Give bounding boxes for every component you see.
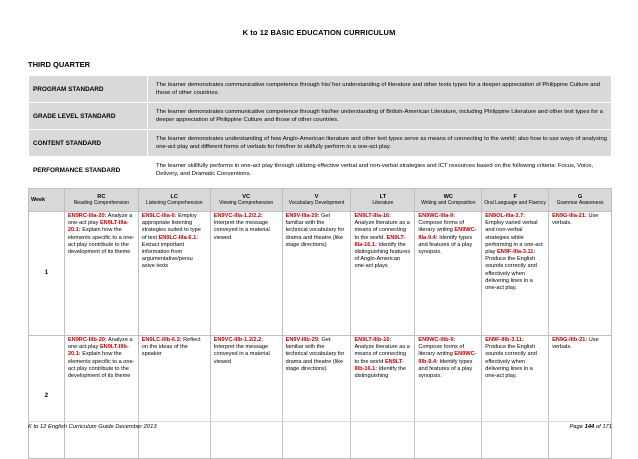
competency-cell [549,212,612,336]
competency-cell [210,336,282,459]
competency-text: Analyze a one-act play [67,213,133,227]
competency-text: Employ varied verbal and non-verbal strategies while performing in a one-act play [485,220,543,256]
column-name: Reading Comprehension [73,200,129,206]
competency-code: EN9LT-IIIa-16: [354,213,392,219]
table-header-row [29,189,612,212]
competency-code: EN9LT-IIIb-16: [354,337,392,343]
column-name: Oral Language and Fluency [484,200,546,206]
standard-row [29,157,612,184]
competency-code: EN9LC-IIIa-6.1: [158,234,199,241]
column-name: Literature [372,200,394,206]
column-code: F [513,193,517,200]
table-row [29,336,612,459]
competency-cell [138,212,210,336]
competency-text: Explain how the elements specific to a one-act play contribute to the development of its theme [67,351,135,380]
page-prefix: Page [569,424,585,430]
standard-text: The learner skillfully performs in one-act play through utilizing effective verbal and non-verbal strategies and ICT resources based on the following criteria: Focus, Voice, Delivery, and Dramatic Conventions. [148,157,612,184]
competency-code: EN9RC-IIIb-20: [67,337,107,343]
competency-code: EN9VC-IIIb-1.2/2.2: [213,337,264,343]
competency-cell [351,212,415,336]
section-title: THIRD QUARTER [28,60,91,69]
standard-text: The learner demonstrates communicative competence through his/ her understanding of literature and other texts types for a deeper appreciation of Philippine Culture and those of other countries. [148,76,612,103]
competency-code: EN9LT-IIIa-16.1: [354,234,406,248]
footer-divider [28,421,612,422]
competency-text: Identify the distinguishing [354,365,407,380]
competency-text: Use verbals. [552,213,599,227]
column-name: Viewing Comprehension [219,200,274,206]
competency-cell [482,336,549,459]
table-row [29,212,612,336]
column-code: G [577,193,583,200]
competency-code: EN9OL-IIIa-3.7: [485,213,526,219]
document-title: K to 12 BASIC EDUCATION CURRICULUM [242,28,396,37]
competency-text: Compose forms of literary writing [418,344,465,358]
column-header [282,189,351,212]
standard-label: GRADE LEVEL STANDARD [29,103,148,130]
competency-cell [210,212,282,336]
competency-text: Get familiar with the technical vocabulary for drama and theatre (like stage directions) [285,213,345,248]
competency-text: Identify the distinguishing features of Anglo-American one-act plays [354,241,411,270]
competency-code: EN9V-IIIb-29: [285,337,320,343]
standards-table [28,75,612,184]
competency-cell [282,212,351,336]
week-number: 2 [29,336,65,459]
competency-code: EN9LC-IIIb-6.3: [141,337,182,343]
column-code: LC [170,193,178,200]
standard-text: The learner demonstrates understanding of how Anglo-American literature and other text types serve as means of connecting to the world; also how to use ways of analysing one-act play and different forms of verbals for him/her to skilfully perform in a one-act play. [148,130,612,157]
standard-row [29,76,612,103]
column-header [64,189,138,212]
footer-page-number [569,424,612,430]
competency-code: EN9LC-IIIa-6: [141,213,177,219]
competency-text: Identify types and features of a play synopsis. [418,234,473,256]
week-number: 1 [29,212,65,336]
column-header [210,189,282,212]
competency-text: Analyze literature as a means of connecting to the world [354,344,410,365]
competency-text: Use verbals. [552,337,599,351]
competency-code: EN9VC-IIIa-1.2/2.2: [213,213,263,219]
competency-code: EN9WC-IIIb-9.4: [418,351,477,365]
page-current: 144 [584,424,595,430]
column-code: RC [97,193,106,200]
competency-text: Extract important information from argumentative/persu asive texts [141,241,193,270]
standard-row [29,103,612,130]
competency-code: EN9LT-IIIa-20.1: [67,220,129,234]
competency-text: Interpret the message conveyed in a material viewed [213,344,270,365]
column-code: VC [242,193,251,200]
competency-code: EN9G-IIIb-21: [552,337,588,343]
competency-cell [351,336,415,459]
standard-row [29,130,612,157]
standard-label: PERFORMANCE STANDARD [29,157,148,184]
competency-cell [415,336,482,459]
competency-text: Employ appropriate listening strategies suited to type of text [141,213,201,241]
competency-text: Get familiar with the technical vocabulary for drama and theatre (like stage directions) [285,337,345,372]
column-name: Grammar Awareness [556,200,604,206]
competency-cell [549,336,612,459]
column-name: Writing and Composition [421,200,476,206]
column-code: V [314,193,319,200]
competency-text: Analyze literature as a means of connecting to the world. [354,220,410,241]
column-code: WC [443,193,453,200]
competency-text: Explain how the elements specific to a one-act play contribute to the development of its theme [67,227,135,256]
column-header [482,189,549,212]
competency-text: Interpret the message conveyed in a material viewed [213,220,270,241]
competency-cell [138,336,210,459]
competency-text: Reflect on the ideas of the speaker [141,337,201,358]
competency-code: EN9G-IIIa-21: [552,213,587,219]
column-header [415,189,482,212]
week-header: Week [29,189,65,212]
competency-text: Produce the English sounds correctly and effectively when delivering lines in a one-act play. [485,344,537,380]
competency-text: Compose forms of literary writing [418,220,465,234]
competency-text: Analyze a one-act play [67,337,133,351]
standard-label: CONTENT STANDARD [29,130,148,157]
standard-label: PROGRAM STANDARD [29,76,148,103]
competency-code: EN9F-IIIb-3.11: [485,337,524,343]
column-name: Vocabulary Development [288,200,345,206]
column-code: LT [379,193,387,200]
competency-code: EN9F-IIIa-3.11: [497,249,536,256]
competency-code: EN9WC-IIIb-9: [418,337,456,343]
competency-cell [282,336,351,459]
competency-cell [415,212,482,336]
column-header [138,189,210,212]
competency-code: EN9WC-IIIa-9: [418,213,456,219]
column-header [549,189,612,212]
competency-code: EN9RC-IIIa-20: [67,213,107,219]
competency-cell [482,212,549,336]
competency-code: EN9LT-IIIb-20.1: [67,344,129,358]
competency-code: EN9LT-IIIb-16.1: [354,358,404,372]
competency-code: EN9V-IIIa-29: [285,213,320,219]
competency-text: Identify types and features of a play synopsis. [418,358,473,380]
competency-cell [64,336,138,459]
competency-text: Produce the English sounds correctly and effectively when delivering lines in a one-act play. [485,256,537,292]
column-header [351,189,415,212]
column-name: Listening Comprehension [145,200,203,206]
competencies-table [28,188,612,459]
page-of: of [594,424,603,430]
competency-code: EN9WC-IIIa-9.4: [418,227,477,241]
page-total: 171 [602,424,612,430]
footer-guide-title: K to 12 English Curriculum Guide December 2013 [28,424,157,430]
standard-text: The learner demonstrates communicative competence through his/her understanding of British-American Literature, including Philippine Literature and other text types for a deeper appreciation of Philippine Culture and those of other countries. [148,103,612,130]
competency-cell [64,212,138,336]
